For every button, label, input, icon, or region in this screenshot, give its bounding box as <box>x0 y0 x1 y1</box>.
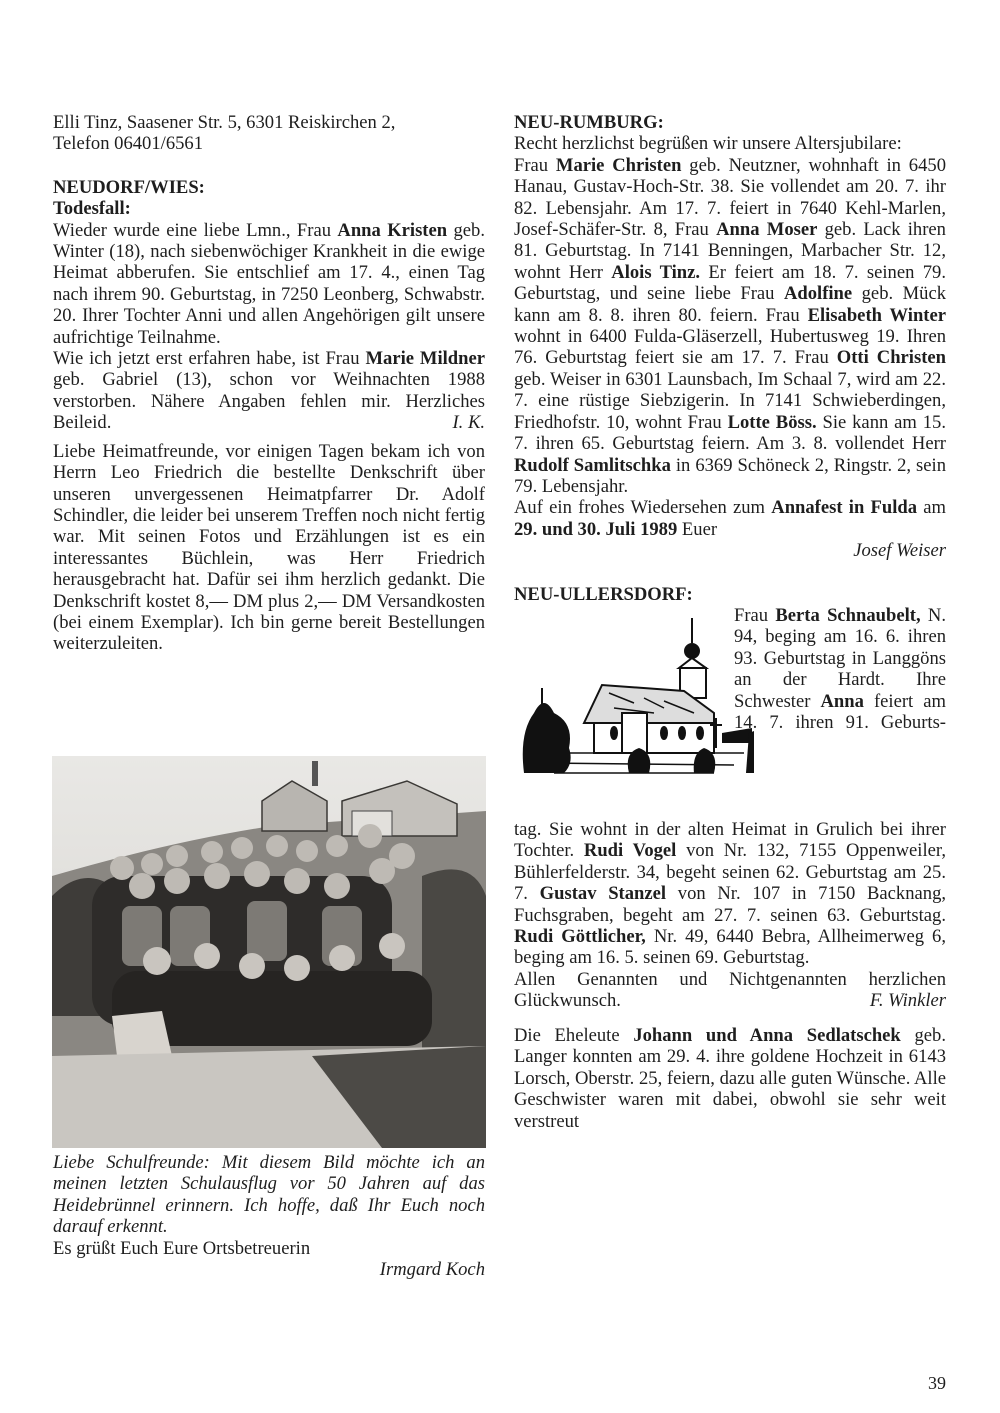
person-name: Rudi Vogel <box>583 840 677 862</box>
section-neu-ullersdorf <box>514 583 947 1012</box>
text-run: wohnt in 6400 Fulda-Gläserzell, Hubertusweg 19. Ihren 76. Geburtstag feiert sie am 17. 7. Frau <box>514 326 946 369</box>
person-name: Gustav Stanzel <box>539 883 667 905</box>
text-run: am <box>917 497 946 519</box>
caption-greeting: Es grüßt Euch Eure Ortsbetreuerin <box>53 1237 311 1259</box>
section-signature: Josef Weiser <box>853 540 946 562</box>
person-name: Anna Moser <box>716 219 818 241</box>
heimatfreunde-paragraph: Liebe Heimatfreunde, vor einigen Tagen bekam ich von Herrn Leo Friedrich die bestellte Denkschrift über unseren unvergessenen Heimatpfarrer Dr. Adolf Schindler, die leider bei unserem Treffen noch nicht fertig war. Mit seinen Fotos und Erzählungen ist es ein interessantes Büchlein, was Herr Friedrich herausgebracht hat. Dafür sei ihm herzlich gedankt. Die Denkschrift kostet 8,— DM plus 2,— DM Versandkosten (bei einem Exemplar). Ich bin gerne bereit Bestellungen weiterzuleiten. <box>53 440 485 655</box>
section-subheading: Todesfall: <box>53 198 131 220</box>
section-heading: NEU-ULLERSDORF: <box>514 583 693 605</box>
text-run: von Nr. 132, 7155 Oppenweiler, Bühlerfelderstr. 34, begeht seinen 62. Geburtstag am 25. 7. <box>514 840 946 905</box>
school-trip-photo-image <box>52 756 486 1148</box>
wishes-paragraph: Allen Genannten und Nichtgenannten herzlichen Glückwunsch. F. Winkler <box>514 968 946 1012</box>
right-column <box>514 112 946 1132</box>
obituary-paragraph: Wie ich jetzt erst erfahren habe, ist Frau Marie Mildner geb. Gabriel (13), schon vor Weihnachten 1988 verstorben. Nähere Angaben fehlen mir. Herzliches Beileid. I. K. <box>53 348 485 434</box>
text-run: geb. Weiser in 6301 Launsbach, Im Schaal 7, wird am 22. 7. eine rüstige Siebzigerin. In 7141 Schwieberdingen, Friedhofstr. 10, wohnt Frau <box>514 368 946 433</box>
person-name: Elisabeth Winter <box>807 304 947 326</box>
intro-paragraph: Recht herzlichst begrüßen wir unsere Altersjubilare: <box>514 133 902 155</box>
person-name: Lotte Böss. <box>727 411 817 433</box>
text-run: Auf ein frohes Wiedersehen zum <box>514 497 772 519</box>
text-run: in 6369 Schöneck 2, Ringstr. 2, sein 79. Lebensjahr. <box>514 454 947 497</box>
person-name: Berta Schnaubelt, <box>775 604 921 626</box>
text-run: Frau <box>514 154 556 176</box>
golden-wedding-paragraph <box>514 1025 946 1132</box>
text-run: Die Eheleute <box>514 1024 634 1046</box>
person-name: Anna Kristen <box>337 219 448 241</box>
text-run: von Nr. 107 in 7150 Backnang, Fuchsgraben, begeht am 27. 7. seinen 63. Geburtstag. <box>514 883 947 926</box>
text-run: geb. Lack ihren 81. Geburtstag. In 7141 Benningen, Marbacher Str. 12, wohnt Herr <box>514 219 946 283</box>
person-name: Rudi Göttlicher, <box>514 925 646 947</box>
church-illustration <box>514 613 754 778</box>
author-initials: I. K. <box>452 412 485 434</box>
section-heading: NEUDORF/WIES: <box>53 176 205 198</box>
person-name: Rudolf Samlitschka <box>514 454 671 476</box>
photo-caption-block <box>53 1152 485 1280</box>
church-drawing-icon <box>514 613 754 778</box>
text-run: N. 94, beging am 16. 6. ihren 93. Geburtstag in Langgöns an der Hardt. Ihre Schwester <box>734 604 946 712</box>
birthday-paragraph <box>514 819 946 969</box>
person-name: Annafest in Fulda <box>771 497 918 519</box>
jubilee-paragraph <box>514 155 946 498</box>
person-name: Marie Christen <box>555 154 682 176</box>
beside-illustration-paragraph <box>734 605 946 733</box>
section-neu-rumburg <box>514 112 946 562</box>
section-signature: F. Winkler <box>869 990 946 1012</box>
person-name: Johann und Anna Sedlatschek <box>633 1024 901 1046</box>
text-run: Sie kann am 15. 7. ihren 65. Geburtstag feiern. Am 3. 8. vollendet Herr <box>514 411 946 455</box>
text-run: Nr. 49, 6440 Bebra, Allheimerweg 6, beging am 16. 5. seinen 69. Geburtstag. <box>514 925 946 969</box>
person-name: Anna <box>820 690 864 712</box>
section-neudorf-wies <box>53 177 485 434</box>
section-heading: NEU-RUMBURG: <box>514 112 664 133</box>
photo-caption: Liebe Schulfreunde: Mit diesem Bild möchte ich an meinen letzten Schulausflug vor 50 Jahren auf das Heidebrünnel erinnern. Ich hoffe, daß Ihr Euch noch darauf erkennt. <box>53 1152 485 1238</box>
group-photo <box>52 756 486 1148</box>
person-name: Marie Mildner <box>365 348 485 370</box>
person-name: 29. und 30. Juli 1989 <box>514 518 678 540</box>
text-run: geb. Mück kann am 8. 8. ihren 80. feiern. Frau <box>514 283 946 326</box>
person-name: Alois Tinz. <box>611 261 701 283</box>
contact-address: Elli Tinz, Saasener Str. 5, 6301 Reiskirchen 2, Telefon 06401/6561 <box>53 112 396 155</box>
text-run: Frau <box>734 604 776 626</box>
text-run: Er feiert am 18. 7. seinen 79. Geburtstag, und seine liebe Frau <box>514 261 946 305</box>
text-run: Euer <box>677 518 718 540</box>
caption-signature: Irmgard Koch <box>379 1259 485 1281</box>
text-run: geb. Langer konnten am 29. 4. ihre goldene Hochzeit in 6143 Lorsch, Oberstr. 25, feiern, dazu alle guten Wünsche. Alle Geschwister waren mit dabei, obwohl sie sehr weit verstreut <box>514 1024 946 1132</box>
text-run: feiert am 14. 7. ihren 91. Geburts- <box>734 690 946 733</box>
person-name: Otti Christen <box>836 347 946 369</box>
text-run: geb. Neutzner, wohnhaft in 6450 Hanau, Gustav-Hoch-Str. 38. Sie vollendet am 20. 7. ihr 82. Lebensjahr. Am 17. 7. feiert in 7640 Kehl-Marlen, Josef-Schäfer-Str. 8, Frau <box>514 154 946 241</box>
text-run: tag. Sie wohnt in der alten Heimat in Grulich bei ihrer Tochter. <box>514 818 946 862</box>
page-number: 39 <box>928 1373 946 1393</box>
closing-paragraph <box>514 497 946 540</box>
left-column <box>53 112 485 655</box>
obituary-paragraph: Wieder wurde eine liebe Lmn., Frau Anna Kristen geb. Winter (18), nach siebenwöchiger Krankheit in die ewige Heimat abberufen. Sie entschlief am 17. 4., einen Tag nach ihrem 90. Geburtstag, in 7250 Leonberg, Schwabstr. 20. Ihrer Tochter Anni und allen Angehörigen gilt unsere aufrichtige Teilnahme. <box>53 219 485 348</box>
person-name: Adolfine <box>783 283 853 305</box>
